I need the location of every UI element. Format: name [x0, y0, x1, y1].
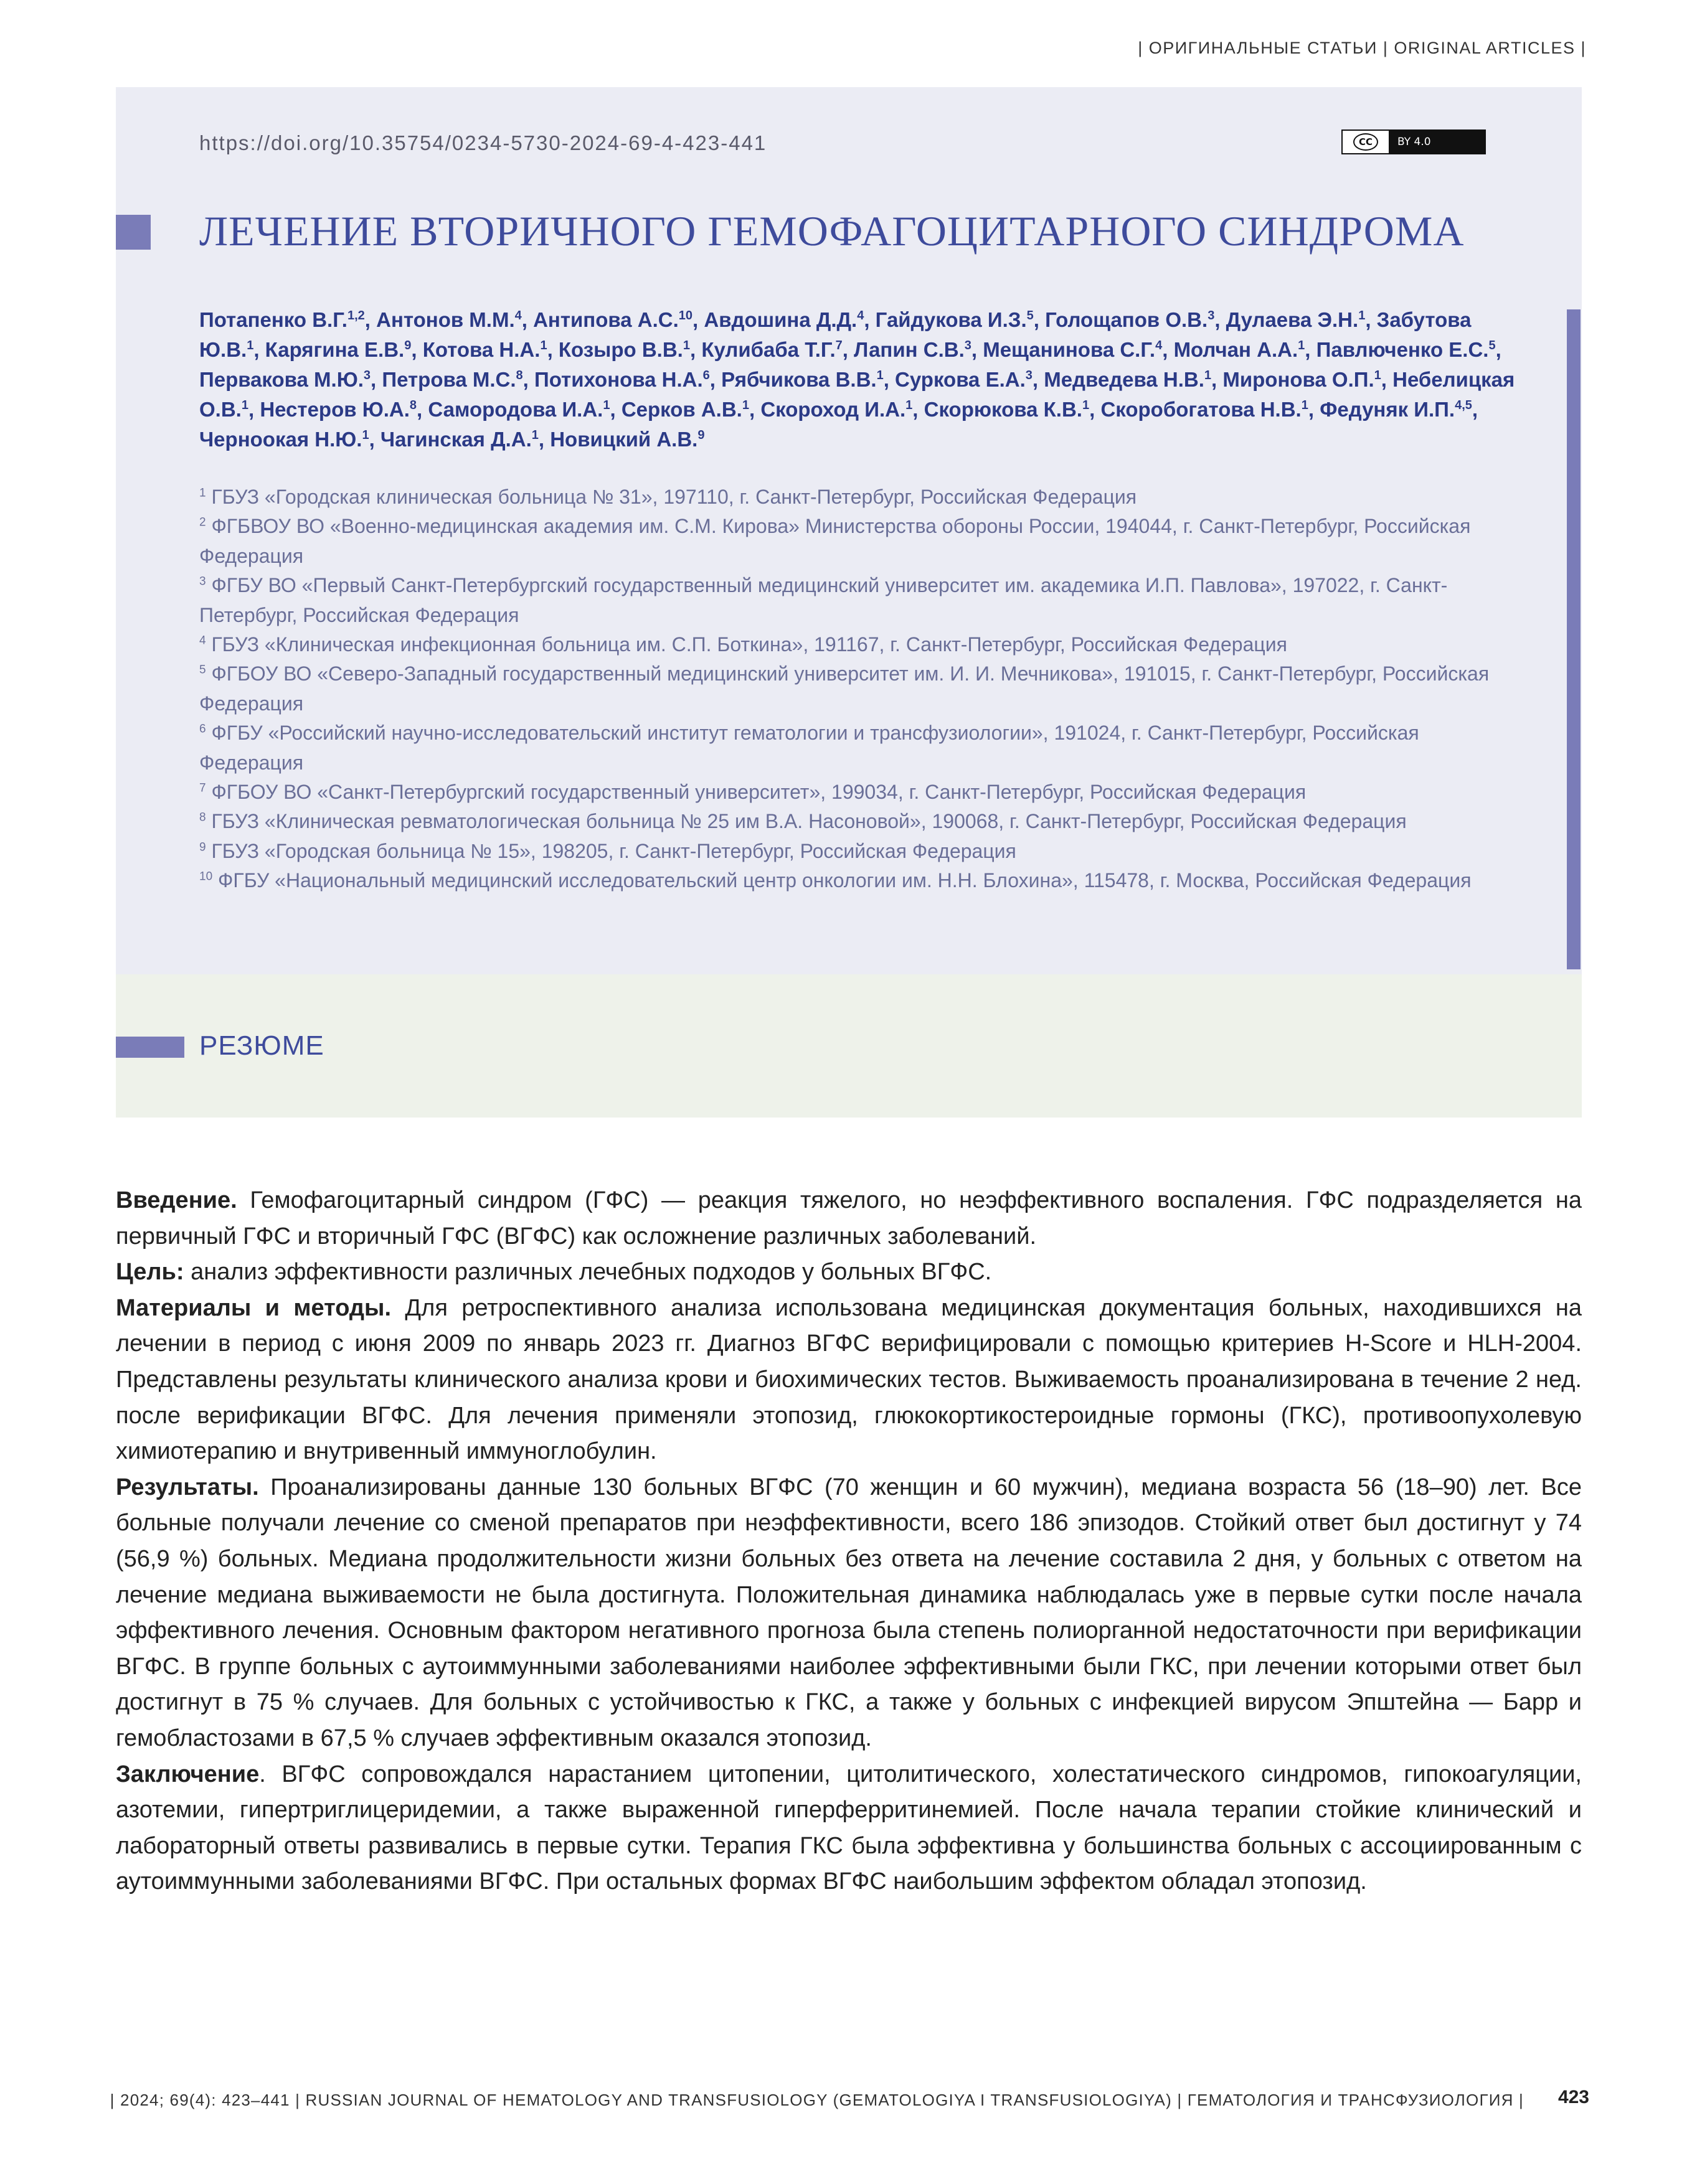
- affiliation-item: [199, 718, 1513, 778]
- author-affiliation-ref: 4,5: [1455, 398, 1472, 412]
- accent-side-bar: [1567, 309, 1581, 969]
- author-name: Медведева Н.В.: [1044, 368, 1204, 391]
- author-entry: [924, 398, 1089, 421]
- author-affiliation-ref: 1: [905, 398, 913, 412]
- affiliation-item: [199, 837, 1513, 866]
- author-affiliation-ref: 4: [857, 309, 864, 322]
- cc-icon: CC: [1353, 133, 1378, 151]
- abstract-section-text: . ВГФС сопровождался нарастанием цитопении, цитолитического, холестатического синдромов, гипокоагуляции, азотемии, гипертриглицеридемии, а также выраженной гиперферритинемией. После начала терапии стойкие клинический и лабораторный ответы развивались в первые сутки. Терапия ГКС была эффективна у большинства больных с ассоциированным с аутоиммунными заболеваниями ВГФС. При остальных формах ВГФС наибольшим эффектом обладал этопозид.: [116, 1761, 1582, 1895]
- author-entry: [1045, 308, 1214, 331]
- author-affiliation-ref: 5: [1026, 309, 1034, 322]
- affiliation-item: [199, 630, 1513, 659]
- abstract-section-heading: Цель:: [116, 1259, 184, 1286]
- author-entry: [199, 428, 369, 451]
- author-entry: [876, 308, 1034, 331]
- author-entry: [423, 338, 547, 361]
- author-entry: [428, 398, 610, 421]
- author-affiliation-ref: 1: [1298, 339, 1305, 352]
- author-affiliation-ref: 3: [1208, 309, 1215, 322]
- abstract-section-text: анализ эффективности различных лечебных подходов у больных ВГФС.: [184, 1259, 992, 1286]
- author-entry: [380, 428, 539, 451]
- author-affiliation-ref: 1: [241, 398, 248, 412]
- author-affiliation-ref: 1: [247, 339, 254, 352]
- author-name: Авдошина Д.Д.: [704, 308, 858, 331]
- abstract-section: [116, 1254, 1582, 1291]
- author-affiliation-ref: 1: [362, 428, 369, 442]
- author-entry: [199, 368, 371, 391]
- author-name: Миронова О.П.: [1222, 368, 1374, 391]
- affiliation-text: ФГБОУ ВО «Северо-Западный государственный медицинский университет им. И. И. Мечникова», 191015, г. Санкт-Петербург, Российская Федерация: [199, 662, 1490, 715]
- author-name: Федуняк И.П.: [1320, 398, 1455, 421]
- author-name: Первакова М.Ю.: [199, 368, 364, 391]
- resume-panel: [116, 974, 1582, 1118]
- affiliation-text: ГБУЗ «Городская клиническая больница № 31», 197110, г. Санкт-Петербург, Российская Федерация: [206, 486, 1137, 508]
- author-entry: [1044, 368, 1211, 391]
- abstract-section: [116, 1291, 1582, 1470]
- doi-link[interactable]: https://doi.org/10.35754/0234-5730-2024-69-4-423-441: [199, 131, 767, 154]
- affiliation-item: [199, 571, 1513, 630]
- affiliation-item: [199, 807, 1513, 836]
- affiliation-item: [199, 482, 1513, 512]
- author-name: Петрова М.С.: [382, 368, 516, 391]
- author-entry: [382, 368, 522, 391]
- author-entry: [534, 368, 710, 391]
- author-name: Карягина Е.В.: [265, 338, 405, 361]
- affiliation-item: [199, 866, 1513, 895]
- author-affiliation-ref: 1: [683, 339, 690, 352]
- author-entry: [533, 308, 692, 331]
- affiliation-list: [199, 482, 1513, 896]
- abstract-section-text: Для ретроспективного анализа использована медицинская документация больных, находившихся на лечении в период с июня 2009 по январь 2023 гг. Диагноз ВГФС верифицировали с помощью критериев H-Score и HLH-2004. Представлены результаты клинического анализа крови и биохимических тестов. Выживаемость проанализирована в течение 2 нед. после верификации ВГФС. Для лечения применяли этопозид, глюкокортикостероидные гормоны (ГКС), противоопухолевую химиотерапию и внутривенный иммуноглобулин.: [116, 1294, 1582, 1465]
- affiliation-item: [199, 659, 1513, 718]
- affiliation-number: 10: [199, 870, 213, 883]
- author-name: Нестеров Ю.А.: [260, 398, 410, 421]
- license-badge[interactable]: [1341, 129, 1486, 154]
- author-affiliation-ref: 5: [1488, 339, 1496, 352]
- page-number: 423: [1557, 2087, 1589, 2107]
- author-affiliation-ref: 1: [1204, 369, 1212, 382]
- author-entry: [760, 398, 912, 421]
- affiliation-number: 3: [199, 575, 206, 588]
- journal-footer: | 2024; 69(4): 423–441 | RUSSIAN JOURNAL OF HEMATOLOGY AND TRANSFUSIOLOGY (GEMATOLOGIYA I TRANSFUSIOLOGIYA) | ГЕМАТОЛОГИЯ И ТРАНСФУЗИОЛОГИЯ |: [110, 2091, 1524, 2109]
- author-entry: [895, 368, 1033, 391]
- author-name: Голощапов О.В.: [1045, 308, 1208, 331]
- author-entry: [559, 338, 690, 361]
- author-entry: [704, 308, 864, 331]
- affiliation-item: [199, 512, 1513, 571]
- author-affiliation-ref: 1: [876, 369, 884, 382]
- resume-heading: РЕЗЮМЕ: [199, 1030, 324, 1061]
- affiliation-number: 2: [199, 515, 206, 529]
- section-label: | ОРИГИНАЛЬНЫЕ СТАТЬИ | ORIGINAL ARTICLES |: [1138, 39, 1586, 57]
- abstract-section: [116, 1470, 1582, 1757]
- affiliation-text: ФГБОУ ВО «Санкт-Петербургский государственный университет», 199034, г. Санкт-Петербург, Российская Федерация: [206, 781, 1307, 804]
- author-name: Скорюкова К.В.: [924, 398, 1082, 421]
- author-entry: [550, 428, 704, 451]
- author-affiliation-ref: 1,2: [347, 309, 365, 322]
- author-name: Мещанинова С.Г.: [983, 338, 1156, 361]
- affiliation-number: 1: [199, 486, 206, 500]
- author-affiliation-ref: 7: [835, 339, 843, 352]
- author-name: Потапенко В.Г.: [199, 308, 347, 331]
- title-marker: [116, 215, 151, 250]
- author-entry: [721, 368, 884, 391]
- author-list: Потапенко В.Г.$^{1,2}$, Антонов М.М.$^4$, Антипова А.С.$^{10}$, Авдошина Д.Д.$^4$, Гайдукова И.З.$^5$, Голощапов О.В.$^3$, Дулаева Э.Н.$^1$, Забутова Ю.В.$^1$, Карягина Е.В.$^9$, Котова Н.А.$^1$, Козыро В.В.$^1$, Кулибаба Т.Г.$^7$, Лапин С.В.$^3$, Мещанинова С.Г.$^4$, Молчан А.А.$^1$, Павлюченко Е.С.$^5$, Первакова М.Ю.$^3$, Петрова М.С.$^8$, Потихонова Н.А.$^6$, Рябчикова В.В.$^1$, Суркова Е.А.$^3$, Медведева Н.В.$^1$, Миронова О.П.$^1$, Небелицкая О.В.$^1$, Нестеров Ю.А.$^8$, Самородова И.А.$^1$, Серков А.В.$^1$, Скороход И.А.$^1$, Скорюкова К.В.$^1$, Скоробогатова Н.В.$^1$, Федуняк И.П.$^{4,5}$, Черноокая Н.Ю.$^1$, Чагинская Д.А.$^1$, Новицкий А.В.$^9$: [199, 308, 1515, 451]
- author-affiliation-ref: 1: [742, 398, 749, 412]
- author-name: Самородова И.А.: [428, 398, 603, 421]
- author-affiliation-ref: 1: [1082, 398, 1090, 412]
- affiliation-text: ФГБУ ВО «Первый Санкт-Петербургский государственный медицинский университет им. академика И.П. Павлова», 197022, г. Санкт-Петербург, Российская Федерация: [199, 574, 1448, 626]
- author-name: Серков А.В.: [621, 398, 742, 421]
- affiliation-text: ФГБУ «Национальный медицинский исследовательский центр онкологии им. Н.Н. Блохина», 115478, г. Москва, Российская Федерация: [212, 869, 1472, 892]
- author-entry: [199, 308, 365, 331]
- author-entry: [260, 398, 417, 421]
- author-name: Скороход И.А.: [760, 398, 906, 421]
- abstract-body: [116, 1183, 1582, 1900]
- author-entry: [376, 308, 522, 331]
- abstract-section-heading: Результаты.: [116, 1474, 259, 1500]
- author-affiliation-ref: 1: [1358, 309, 1366, 322]
- author-affiliation-ref: 1: [1301, 398, 1308, 412]
- abstract-section-text: Проанализированы данные 130 больных ВГФС (70 женщин и 60 мужчин), медиана возраста 56 (18–90) лет. Все больные получали лечение со сменой препаратов при неэффективности, всего 186 эпизодов. Стойкий ответ был достигнут у 74 (56,9 %) больных. Медиана продолжительности жизни больных без ответа на лечение составила 2 дня, у больных с ответом на лечение медиана выживаемости не была достигнута. Положительная динамика наблюдалась уже в первые сутки после начала эффективного лечения. Основным фактором негативного прогноза была степень полиорганной недостаточности при верификации ВГФС. В группе больных с аутоиммунными заболеваниями наиболее эффективными были ГКС, при лечении которыми ответ был достигнут в 75 % случаев. Для больных с устойчивостью к ГКС, а также у больных с инфекцией вирусом Эпштейна — Барр и гемобластозами в 67,5 % случаев эффективным оказался этопозид.: [116, 1474, 1582, 1751]
- author-entry: [622, 398, 749, 421]
- author-affiliation-ref: 4: [514, 309, 522, 322]
- author-affiliation-ref: 3: [964, 339, 971, 352]
- author-entry: [1174, 338, 1305, 361]
- author-entry: [701, 338, 842, 361]
- abstract-section-heading: Материалы и методы.: [116, 1294, 392, 1321]
- author-name: Лапин С.В.: [854, 338, 965, 361]
- affiliation-text: ФГБВОУ ВО «Военно-медицинская академия им. С.М. Кирова» Министерства обороны России, 194044, г. Санкт-Петербург, Российская Федерация: [199, 515, 1471, 567]
- author-affiliation-ref: 1: [531, 428, 539, 442]
- resume-marker: [116, 1037, 184, 1058]
- author-name: Чагинская Д.А.: [380, 428, 532, 451]
- author-affiliation-ref: 9: [697, 428, 705, 442]
- author-name: Черноокая Н.Ю.: [199, 428, 362, 451]
- abstract-section: [116, 1757, 1582, 1900]
- author-entry: [1226, 308, 1366, 331]
- author-name: Потихонова Н.А.: [534, 368, 703, 391]
- author-affiliation-ref: 1: [603, 398, 610, 412]
- author-name: Скоробогатова Н.В.: [1100, 398, 1302, 421]
- affiliation-text: ГБУЗ «Клиническая инфекционная больница им. С.П. Боткина», 191167, г. Санкт-Петербург, Российская Федерация: [206, 633, 1287, 656]
- author-entry: [1316, 338, 1496, 361]
- author-name: Кулибаба Т.Г.: [701, 338, 836, 361]
- author-name: Антонов М.М.: [376, 308, 515, 331]
- author-entry: [1222, 368, 1381, 391]
- author-affiliation-ref: 3: [1025, 369, 1033, 382]
- author-name: Павлюченко Е.С.: [1316, 338, 1489, 361]
- author-affiliation-ref: 8: [516, 369, 523, 382]
- affiliation-number: 4: [199, 634, 206, 647]
- author-name: Рябчикова В.В.: [721, 368, 877, 391]
- abstract-section: [116, 1183, 1582, 1254]
- author-affiliation-ref: 1: [540, 339, 547, 352]
- abstract-section-heading: Заключение: [116, 1761, 260, 1787]
- author-entry: [265, 338, 412, 361]
- author-name: Дулаева Э.Н.: [1226, 308, 1359, 331]
- author-entry: [854, 338, 971, 361]
- affiliation-text: ФГБУ «Российский научно-исследовательский институт гематологии и трансфузиологии», 191024, г. Санкт-Петербург, Российская Федерация: [199, 722, 1419, 774]
- affiliation-number: 9: [199, 840, 206, 854]
- affiliation-number: 7: [199, 781, 206, 795]
- abstract-section-heading: Введение.: [116, 1187, 237, 1213]
- affiliation-text: ГБУЗ «Городская больница № 15», 198205, г. Санкт-Петербург, Российская Федерация: [206, 839, 1016, 862]
- author-name: Новицкий А.В.: [550, 428, 698, 451]
- author-entry: [983, 338, 1162, 361]
- author-name: Антипова А.С.: [533, 308, 679, 331]
- abstract-section-text: Гемофагоцитарный синдром (ГФС) — реакция тяжелого, но неэффективного воспаления. ГФС подразделяется на первичный ГФС и вторичный ГФС (ВГФС) как осложнение различных заболеваний.: [116, 1187, 1582, 1250]
- author-affiliation-ref: 3: [363, 369, 371, 382]
- author-name: Небелицкая О.В.: [199, 368, 1515, 421]
- author-affiliation-ref: 4: [1155, 339, 1163, 352]
- author-entry: [1320, 398, 1472, 421]
- author-name: Котова Н.А.: [422, 338, 541, 361]
- affiliation-number: 6: [199, 722, 206, 736]
- author-name: Козыро В.В.: [558, 338, 683, 361]
- author-name: Гайдукова И.З.: [875, 308, 1027, 331]
- affiliation-number: 5: [199, 663, 206, 677]
- author-entry: [1100, 398, 1308, 421]
- author-name: Забутова Ю.В.: [199, 308, 1472, 361]
- author-name: Суркова Е.А.: [895, 368, 1026, 391]
- license-version: BY 4.0: [1389, 131, 1485, 153]
- affiliation-text: ГБУЗ «Клиническая ревматологическая больница № 25 им В.А. Насоновой», 190068, г. Санкт-Петербург, Российская Федерация: [206, 810, 1407, 833]
- author-affiliation-ref: 6: [702, 369, 710, 382]
- article-title: ЛЕЧЕНИЕ ВТОРИЧНОГО ГЕМОФАГОЦИТАРНОГО СИНДРОМА: [199, 207, 1465, 255]
- affiliation-number: 8: [199, 811, 206, 824]
- author-affiliation-ref: 9: [404, 339, 412, 352]
- author-affiliation-ref: 10: [678, 309, 693, 322]
- author-name: Молчан А.А.: [1173, 338, 1298, 361]
- author-affiliation-ref: 8: [409, 398, 417, 412]
- author-affiliation-ref: 1: [1374, 369, 1381, 382]
- affiliation-item: [199, 778, 1513, 807]
